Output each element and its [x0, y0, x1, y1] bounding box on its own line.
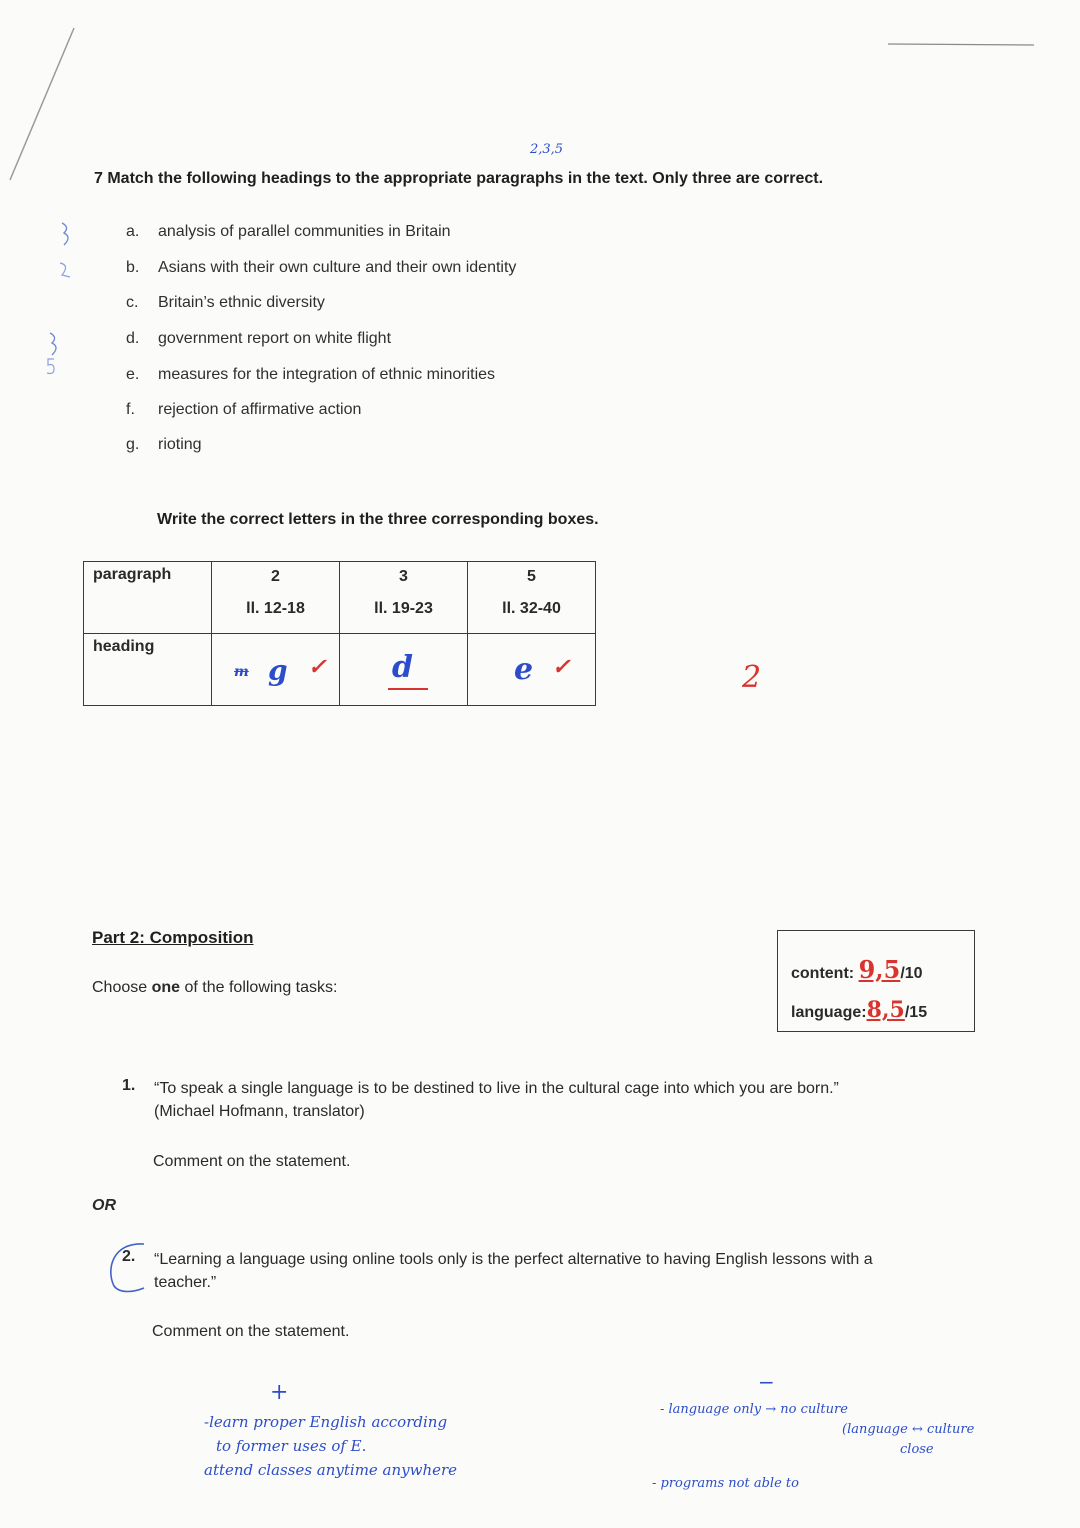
margin-note-paragraphs: 2,3,5 — [530, 142, 564, 157]
answer-text: g — [268, 654, 288, 687]
notes-plus-sign: + — [270, 1380, 289, 1405]
task1-instruction: Comment on the statement. — [153, 1153, 351, 1170]
answer-cell[interactable] — [212, 634, 340, 706]
task2-instruction: Comment on the statement. — [152, 1323, 350, 1340]
option-b: b. Asians with their own culture and their own identity — [126, 259, 517, 276]
answer-text: e — [514, 652, 534, 687]
answer-cell[interactable] — [468, 634, 596, 706]
paragraph-cell: 3 ll. 19-23 — [340, 562, 468, 634]
paragraph-cell: 2 ll. 12-18 — [212, 562, 340, 634]
option-d: d. government report on white flight — [126, 330, 392, 347]
choose-instruction: Choose one of the following tasks: — [92, 979, 338, 996]
language-score-value: 8,5 — [866, 997, 905, 1023]
option-c: c. Britain’s ethnic diversity — [126, 294, 325, 311]
answer-cell[interactable] — [340, 634, 468, 706]
margin-tally-marks — [40, 215, 80, 375]
option-e: e. measures for the integration of ethnic minorities — [126, 366, 496, 383]
answer-text: d — [392, 650, 413, 685]
paragraph-row — [84, 562, 596, 634]
check-icon: ✓ — [552, 654, 571, 680]
task1-quote: “To speak a single language is to be destined to live in the cultural cage into which you are born.” (Michael Hofmann, translator) — [154, 1080, 839, 1120]
score-box — [777, 930, 975, 1032]
matching-table — [83, 561, 596, 706]
content-score: content: 9,5/10 — [791, 955, 923, 984]
table-score: 2 — [742, 660, 762, 695]
option-a: a. analysis of parallel communities in Britain — [126, 223, 451, 240]
heading-row — [84, 634, 596, 706]
language-score: language:8,5/15 — [791, 997, 928, 1023]
notes-cons-2: - programs not able to — [652, 1476, 799, 1491]
notes-pros: -learn proper English according to former uses of E. attend classes anytime anywhere — [204, 1413, 458, 1479]
content-score-value: 9,5 — [858, 955, 901, 984]
option-g: g. rioting — [126, 436, 202, 453]
check-icon: ✓ — [308, 654, 327, 680]
instruction: Write the correct letters in the three corresponding boxes. — [157, 511, 599, 528]
part-title: Part 2: Composition — [92, 928, 254, 947]
heading-label: heading — [84, 634, 212, 706]
task1-number: 1. — [122, 1077, 136, 1094]
or-label: OR — [92, 1197, 116, 1214]
paragraph-cell: 5 ll. 32-40 — [468, 562, 596, 634]
task2-number: 2. — [122, 1248, 136, 1265]
exercise-title: 7 Match the following headings to the appropriate paragraphs in the text. Only three are correct. — [94, 170, 824, 187]
notes-cons: - language only → no culture (language ↔ culture close — [660, 1402, 975, 1457]
crossed-out-mark: m — [234, 664, 249, 680]
wrong-underline — [388, 688, 428, 690]
option-f: f. rejection of affirmative action — [126, 401, 362, 418]
notes-minus-sign: − — [758, 1370, 775, 1394]
task2-quote: “Learning a language using online tools only is the perfect alternative to having English lessons with a teacher.” — [154, 1251, 873, 1291]
paragraph-label: paragraph — [84, 562, 212, 634]
